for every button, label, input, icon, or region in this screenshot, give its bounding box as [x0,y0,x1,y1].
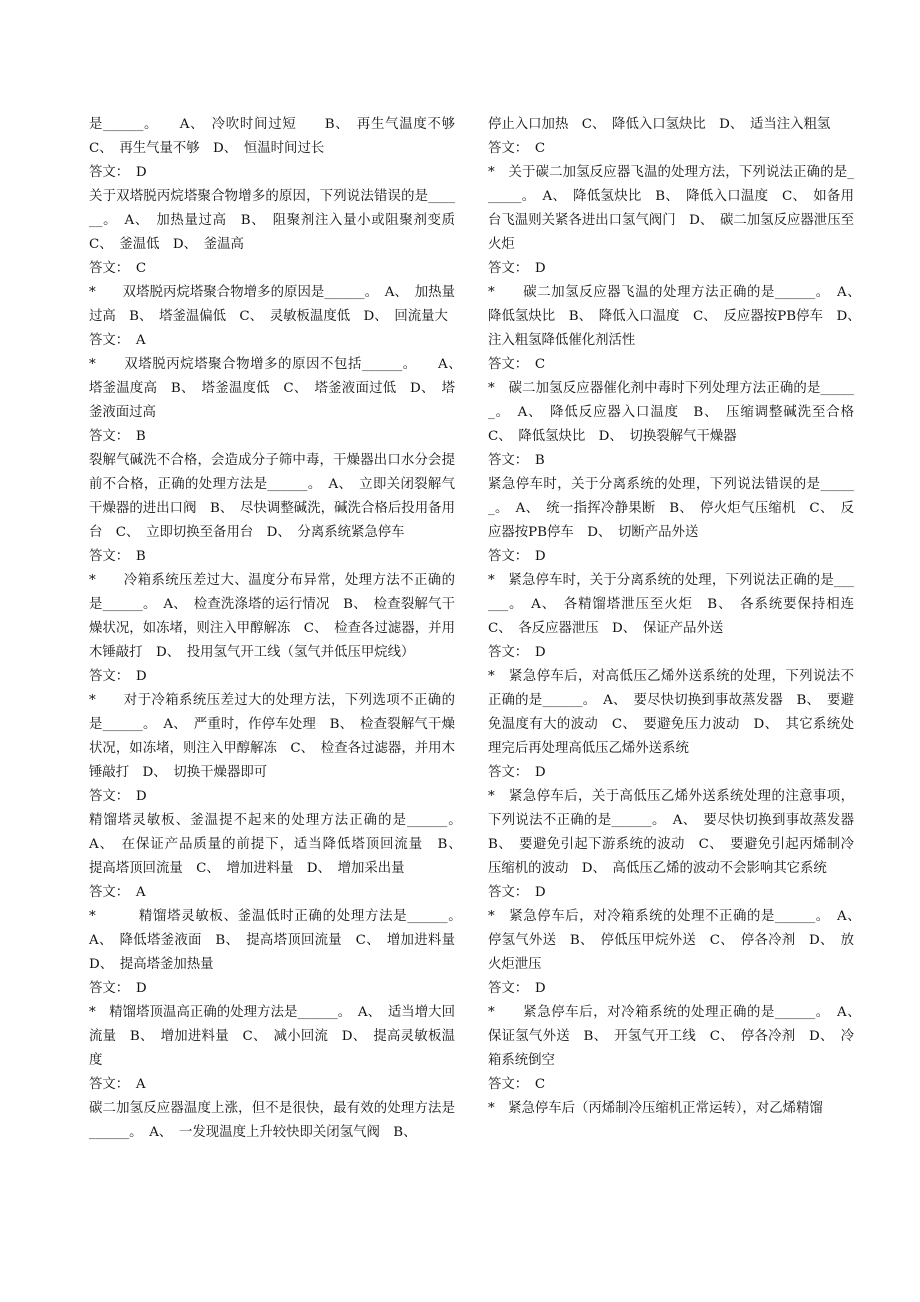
right-line-7: * 碳二加氢反应器催化剂中毒时下列处理方法正确的是______。 A、 降低反应器入口温度 B、 压缩调整碱洗至合格 C、 降低氢炔比 D、 切换裂解气干燥器 [488,381,868,444]
right-line-6: 答文： C [488,357,546,372]
left-line-19: * 精馏塔顶温高正确的处理方法是______。 A、 适当增大回流量 B、 增加进料量 C、 减小回流 D、 提高灵敏板温度 [89,1005,455,1068]
left-line-8: 答文： B [89,429,146,444]
right-line-3: * 关于碳二加氢反应器飞温的处理方法，下列说法正确的是______。 A、 降低氢炔比 B、 降低入口温度 C、 如备用台飞温则关紧各进出口氢气阀门 D、 碳二加氢反应器泄压至火炬 [488,165,854,252]
left-column [89,113,469,1145]
right-line-10: 答文： D [488,549,546,564]
right-line-12: 答文： D [488,645,546,660]
left-line-20: 答文： A [89,1077,146,1092]
left-line-18: 答文： D [89,981,147,996]
left-line-14: 答文： D [89,789,147,804]
left-line-4: 答文： C [89,261,147,276]
right-line-4: 答文： D [488,261,546,276]
right-line-2: 答文： C [488,141,546,156]
right-line-1: 停止入口加热 C、 降低入口氢炔比 D、 适当注入粗氢 [488,117,831,132]
right-line-13: * 紧急停车后，对高低压乙烯外送系统的处理，下列说法不正确的是______。 A、 要尽快切换到事故蒸发器 B、 要避免温度有大的波动 C、 要避免压力波动 D、 其它系统处理完后再处理高低压乙烯外送系统 [488,669,854,756]
left-line-11: * 冷箱系统压差过大、温度分布异常，处理方法不正确的是______。 A、 检查洗涤塔的运行情况 B、 检查裂解气干燥状况，如冻堵，则注入甲醇解冻 C、 检查各过滤器，并用木锤敲打 D、 投用氢气开工线（氢气并低压甲烷线） [89,573,455,660]
left-line-21: 碳二加氢反应器温度上涨，但不是很快，最有效的处理方法是______。 A、 一发现温度上升较快即关闭氢气阀 B、 [89,1101,455,1140]
right-line-9: 紧急停车时，关于分离系统的处理，下列说法错误的是______。 A、 统一指挥冷静果断 B、 停火炬气压缩机 C、 反应器按PB停车 D、 切断产品外送 [488,477,854,540]
right-line-5: * 碳二加氢反应器飞温的处理方法正确的是______。 A、 降低氢炔比 B、 降低入口温度 C、 反应器按PB停车 D、 注入粗氢降低催化剂活性 [488,285,868,348]
right-line-21: * 紧急停车后（丙烯制冷压缩机正常运转），对乙烯精馏 [488,1101,823,1116]
right-line-15: * 紧急停车后，关于高低压乙烯外送系统处理的注意事项，下列说法不正确的是______。 A、 要尽快切换到事故蒸发器 B、 要避免引起下游系统的波动 C、 要避免引起丙烯制冷压缩机的波动 D、 高低压乙烯的波动不会影响其它系统 [488,789,868,876]
left-line-16: 答文： A [89,885,146,900]
left-line-10: 答文： B [89,549,146,564]
left-line-5: * 双塔脱丙烷塔聚合物增多的原因是______。 A、 加热量过高 B、 塔釜温偏低 C、 灵敏板温度低 D、 回流量大 [89,285,455,324]
right-line-8: 答文： B [488,453,545,468]
left-line-13: * 对于冷箱系统压差过大的处理方法，下列选项不正确的是______。 A、 严重时，作停车处理 B、 检查裂解气干燥状况，如冻堵，则注入甲醇解冻 C、 检查各过滤器，并用木锤敲打 D、 切换干燥器即可 [89,693,455,780]
right-line-11: * 紧急停车时，关于分离系统的处理，下列说法正确的是______。 A、 各精馏塔泄压至火炬 B、 各系统要保持相连 C、 各反应器泄压 D、 保证产品外送 [488,573,868,636]
left-line-15: 精馏塔灵敏板、釜温提不起来的处理方法正确的是______。 A、 在保证产品质量的前提下，适当降低塔顶回流量 B、 提高塔顶回流量 C、 增加进料量 D、 增加采出量 [89,813,469,876]
left-line-12: 答文： D [89,669,147,684]
right-line-19: * 紧急停车后，对冷箱系统的处理正确的是______。 A、 保证氢气外送 B、 开氢气开工线 C、 停各冷剂 D、 冷箱系统倒空 [488,1005,868,1068]
left-line-7: * 双塔脱丙烷塔聚合物增多的原因不包括______。 A、 塔釜温度高 B、 塔釜温度低 C、 塔釜液面过低 D、 塔釜液面过高 [89,357,469,420]
left-line-9: 裂解气碱洗不合格，会造成分子筛中毒，干燥器出口水分会提前不合格，正确的处理方法是______。 A、 立即关闭裂解气干燥器的进出口阀 B、 尽快调整碱洗，碱洗合格后投用备用台 C、 立即切换至备用台 D、 分离系统紧急停车 [89,453,455,540]
left-line-1: 是______。 A、 冷吹时间过短 B、 再生气温度不够 C、 再生气量不够 D、 恒温时间过长 [89,117,469,156]
right-column [488,113,868,1121]
right-line-16: 答文： D [488,885,546,900]
right-line-18: 答文： D [488,981,546,996]
left-line-3: 关于双塔脱丙烷塔聚合物增多的原因，下列说法错误的是______。 A、 加热量过高 B、 阻聚剂注入量小或阻聚剂变质 C、 釜温低 D、 釜温高 [89,189,469,252]
left-line-17: * 精馏塔灵敏板、釜温低时正确的处理方法是______。 A、 降低塔釜液面 B、 提高塔顶回流量 C、 增加进料量 D、 提高塔釜加热量 [89,909,469,972]
right-line-17: * 紧急停车后，对冷箱系统的处理不正确的是______。 A、 停氢气外送 B、 停低压甲烷外送 C、 停各冷剂 D、 放火炬泄压 [488,909,868,972]
right-line-20: 答文： C [488,1077,546,1092]
left-line-6: 答文： A [89,333,146,348]
left-line-2: 答文： D [89,165,147,180]
right-line-14: 答文： D [488,765,546,780]
